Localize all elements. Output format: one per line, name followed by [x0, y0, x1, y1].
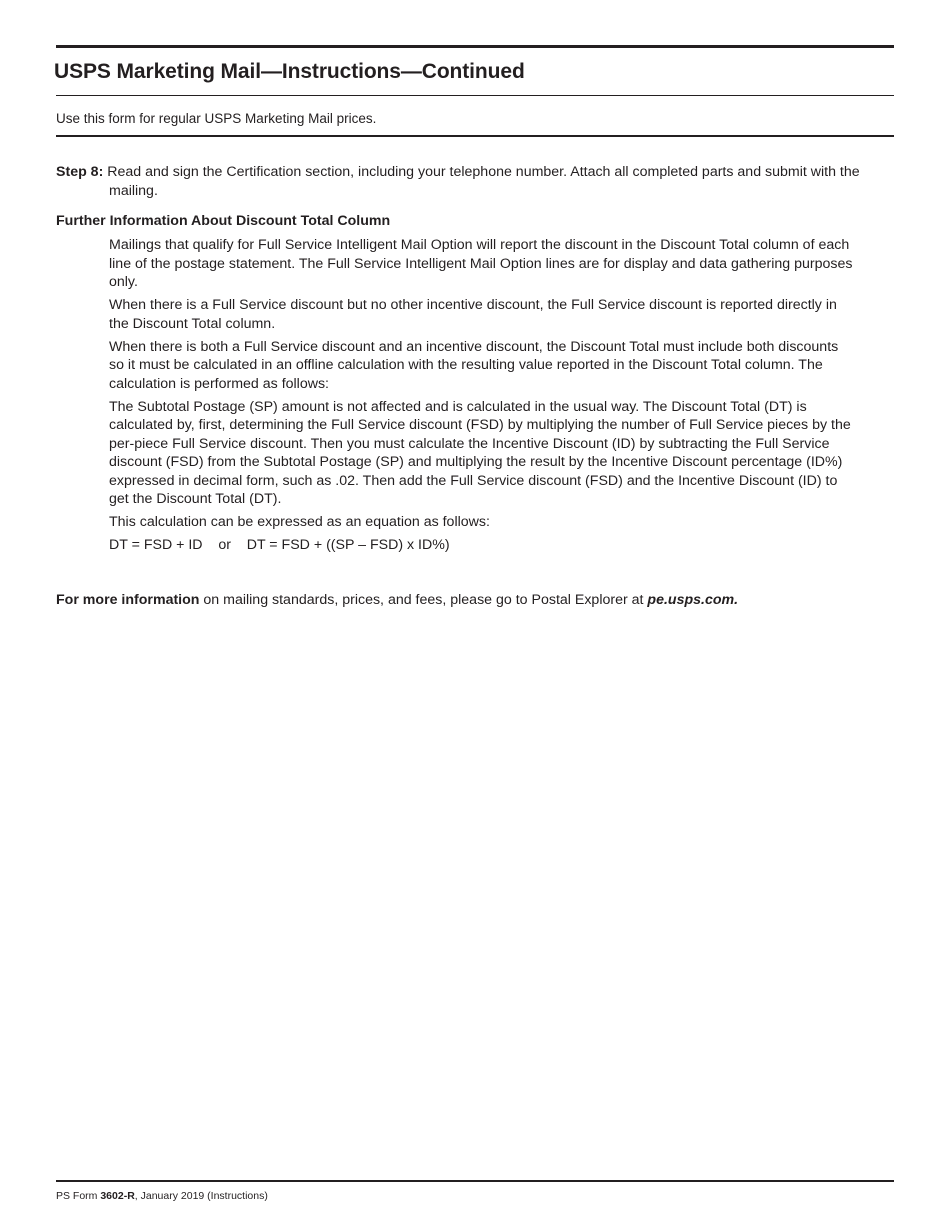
postal-explorer-link[interactable]: pe.usps.com. [647, 592, 739, 608]
more-info-text: on mailing standards, prices, and fees, please go to Postal Explorer at [199, 592, 648, 608]
footer-prefix: PS Form [56, 1190, 101, 1202]
paragraph-equation-intro: This calculation can be expressed as an equation as follows: [109, 514, 490, 530]
footer-rule [56, 1180, 894, 1182]
step-8 [56, 163, 909, 200]
footer-suffix: , January 2019 (Instructions) [134, 1190, 268, 1202]
paragraph-both-discounts: When there is both a Full Service discount and an incentive discount, the Discount Total must include both discounts so it must be calculated in an offline calculation with the resulting value reported in the Discount Total column. The calculation is performed as follows: [109, 338, 839, 392]
further-info-body [109, 236, 855, 559]
more-info-lead: For more information [56, 592, 200, 608]
paragraph-calculation-method: The Subtotal Postage (SP) amount is not affected and is calculated in the usual way. The Discount Total (DT) is calculated by, first, determining the Full Service discount (FSD) by multiplying the number of Full Service pieces by the per-piece Full Service discount. Then you must calculate the Incentive Discount (ID) by subtracting the Full Service discount (FSD) from the Subtotal Postage (SP) and multiplying the result by the Incentive Discount percentage (ID%) expressed in decimal form, such as .02. Then add the Full Service discount (FSD) and the Incentive Discount (ID) to get the Discount Total (DT). [109, 398, 851, 507]
form-usage-note: Use this form for regular USPS Marketing Mail prices. [56, 111, 377, 126]
discount-equation: DT = FSD + ID or DT = FSD + ((SP – FSD) x ID%) [109, 537, 450, 553]
step-8-text: Read and sign the Certification section, including your telephone number. Attach all completed parts and submit with the mailing. [107, 164, 860, 199]
top-rule [56, 45, 894, 48]
form-footer [56, 1190, 268, 1202]
step-8-label: Step 8: [56, 164, 104, 180]
footer-form-number: 3602-R [100, 1190, 135, 1202]
title-rule [56, 95, 894, 96]
document-page [56, 0, 894, 1230]
header-rule [56, 135, 894, 137]
more-info-line [56, 592, 894, 608]
page-title: USPS Marketing Mail—Instructions—Continued [54, 60, 525, 83]
paragraph-full-service-only: When there is a Full Service discount but no other incentive discount, the Full Service discount is reported directly in the Discount Total column. [109, 297, 837, 332]
paragraph-full-service-option: Mailings that qualify for Full Service Intelligent Mail Option will report the discount in the Discount Total column of each line of the postage statement. The Full Service Intelligent Mail Option lines are for display and data gathering purposes only. [109, 237, 853, 290]
further-info-heading: Further Information About Discount Total Column [56, 213, 391, 229]
